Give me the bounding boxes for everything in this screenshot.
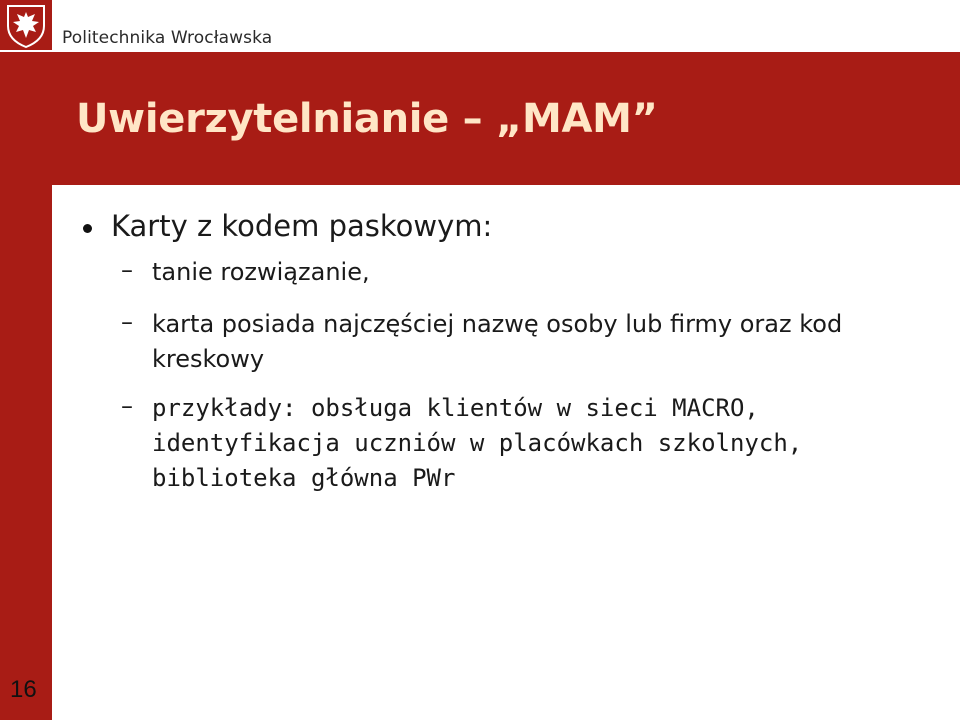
bullet-dot-icon [83,224,92,233]
sub-item-text: karta posiada najczęściej nazwę osoby lub firmy oraz kod kreskowy [152,310,843,373]
sub-item-dash: – [121,392,133,420]
page-number: 16 [10,676,37,703]
slide-title: Uwierzytelnianie – „MAM” [76,96,658,142]
sub-item-text: tanie rozwiązanie, [152,258,370,286]
sub-item-dash: – [121,256,133,284]
university-name: Politechnika Wrocławska [62,28,273,48]
bullet-text: Karty z kodem paskowym: [111,209,493,243]
sub-item-dash: – [121,308,133,336]
sub-item-text: przykłady: obsługa klientów w sieci MACRO, identyfikacja uczniów w placówkach szkolnych, biblioteka główna PWr [152,394,803,492]
